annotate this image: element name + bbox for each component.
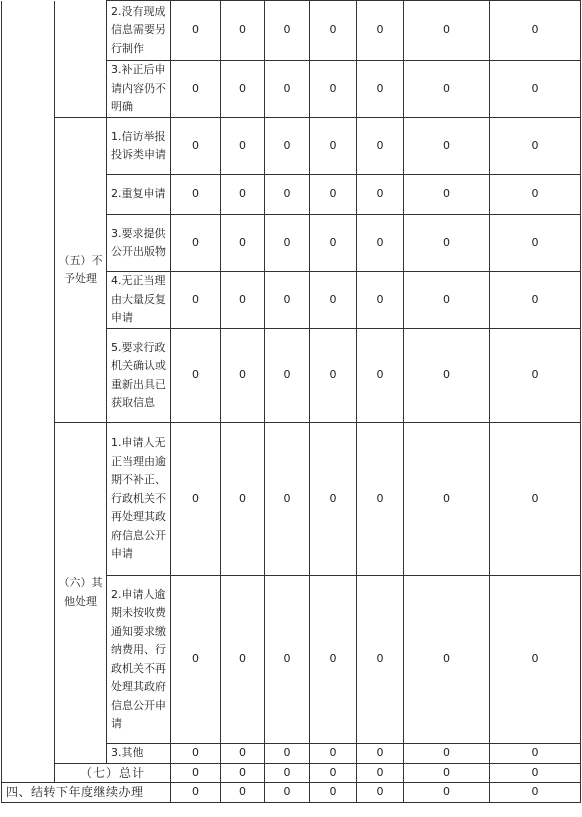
- value-cell: 0: [171, 783, 221, 803]
- value-cell: 0: [221, 576, 265, 744]
- row-label: 3.要求提供公开出版物: [107, 215, 171, 272]
- value-cell: 0: [404, 423, 490, 576]
- value-cell: 0: [310, 175, 357, 215]
- value-cell: 0: [221, 763, 265, 783]
- value-cell: 0: [265, 175, 310, 215]
- value-cell: 0: [404, 763, 490, 783]
- total-label: （七）总计: [55, 763, 171, 783]
- value-cell: 0: [490, 423, 581, 576]
- value-cell: 0: [357, 272, 404, 329]
- value-cell: 0: [265, 61, 310, 118]
- total-row: [2, 763, 581, 783]
- value-cell: 0: [221, 272, 265, 329]
- value-cell: 0: [357, 763, 404, 783]
- row-label: 2.没有现成信息需要另行制作: [107, 1, 171, 61]
- value-cell: 0: [171, 118, 221, 175]
- value-cell: 0: [404, 783, 490, 803]
- value-cell: 0: [171, 423, 221, 576]
- value-cell: 0: [171, 744, 221, 764]
- value-cell: 0: [171, 175, 221, 215]
- row-label: 5.要求行政机关确认或重新出具已获取信息: [107, 329, 171, 423]
- value-cell: 0: [265, 1, 310, 61]
- value-cell: 0: [221, 215, 265, 272]
- value-cell: 0: [404, 329, 490, 423]
- value-cell: 0: [490, 329, 581, 423]
- disclosure-statistics-table: [1, 0, 581, 803]
- value-cell: 0: [265, 329, 310, 423]
- value-cell: 0: [310, 272, 357, 329]
- value-cell: 0: [265, 272, 310, 329]
- value-cell: 0: [404, 118, 490, 175]
- value-cell: 0: [221, 118, 265, 175]
- value-cell: 0: [490, 215, 581, 272]
- value-cell: 0: [265, 783, 310, 803]
- value-cell: 0: [357, 423, 404, 576]
- value-cell: 0: [171, 215, 221, 272]
- value-cell: 0: [490, 118, 581, 175]
- value-cell: 0: [310, 744, 357, 764]
- value-cell: 0: [357, 329, 404, 423]
- value-cell: 0: [265, 744, 310, 764]
- value-cell: 0: [357, 118, 404, 175]
- value-cell: 0: [221, 783, 265, 803]
- value-cell: 0: [404, 744, 490, 764]
- value-cell: 0: [310, 61, 357, 118]
- value-cell: 0: [171, 1, 221, 61]
- value-cell: 0: [310, 1, 357, 61]
- value-cell: 0: [490, 1, 581, 61]
- value-cell: 0: [490, 175, 581, 215]
- value-cell: 0: [221, 329, 265, 423]
- value-cell: 0: [221, 423, 265, 576]
- value-cell: 0: [221, 744, 265, 764]
- value-cell: 0: [310, 783, 357, 803]
- value-cell: 0: [404, 1, 490, 61]
- value-cell: 0: [357, 61, 404, 118]
- row-label: 3.补正后申请内容仍不明确: [107, 61, 171, 118]
- blank-cell: [2, 1, 55, 783]
- value-cell: 0: [404, 576, 490, 744]
- row-label: 2.申请人逾期未按收费通知要求缴纳费用、行政机关不再处理其政府信息公开申请: [107, 576, 171, 744]
- value-cell: 0: [171, 272, 221, 329]
- value-cell: 0: [357, 576, 404, 744]
- value-cell: 0: [404, 61, 490, 118]
- value-cell: 0: [265, 763, 310, 783]
- value-cell: 0: [357, 744, 404, 764]
- row-label: 2.重复申请: [107, 175, 171, 215]
- row-label: 4.无正当理由大量反复申请: [107, 272, 171, 329]
- group-cell: [55, 1, 107, 118]
- carry-label: 四、结转下年度继续办理: [2, 783, 171, 803]
- value-cell: 0: [357, 783, 404, 803]
- value-cell: 0: [221, 175, 265, 215]
- table-row: [2, 1, 581, 61]
- value-cell: 0: [404, 272, 490, 329]
- value-cell: 0: [490, 272, 581, 329]
- value-cell: 0: [310, 215, 357, 272]
- row-label: 3.其他: [107, 744, 171, 764]
- table-row: [2, 423, 581, 576]
- value-cell: 0: [171, 329, 221, 423]
- value-cell: 0: [171, 61, 221, 118]
- value-cell: 0: [490, 783, 581, 803]
- value-cell: 0: [265, 118, 310, 175]
- value-cell: 0: [310, 118, 357, 175]
- value-cell: 0: [310, 329, 357, 423]
- value-cell: 0: [310, 576, 357, 744]
- value-cell: 0: [310, 763, 357, 783]
- value-cell: 0: [221, 1, 265, 61]
- value-cell: 0: [490, 763, 581, 783]
- group-label-6: （六）其他处理: [55, 423, 107, 764]
- value-cell: 0: [171, 576, 221, 744]
- value-cell: 0: [265, 423, 310, 576]
- value-cell: 0: [490, 61, 581, 118]
- value-cell: 0: [404, 215, 490, 272]
- value-cell: 0: [357, 175, 404, 215]
- value-cell: 0: [265, 215, 310, 272]
- table-row: [2, 118, 581, 175]
- value-cell: 0: [490, 576, 581, 744]
- value-cell: 0: [171, 763, 221, 783]
- group-label-5: （五）不予处理: [55, 118, 107, 423]
- value-cell: 0: [404, 175, 490, 215]
- row-label: 1.申请人无正当理由逾期不补正、行政机关不再处理其政府信息公开申请: [107, 423, 171, 576]
- value-cell: 0: [357, 1, 404, 61]
- value-cell: 0: [265, 576, 310, 744]
- value-cell: 0: [221, 61, 265, 118]
- value-cell: 0: [357, 215, 404, 272]
- value-cell: 0: [490, 744, 581, 764]
- value-cell: 0: [310, 423, 357, 576]
- row-label: 1.信访举报投诉类申请: [107, 118, 171, 175]
- carry-row: [2, 783, 581, 803]
